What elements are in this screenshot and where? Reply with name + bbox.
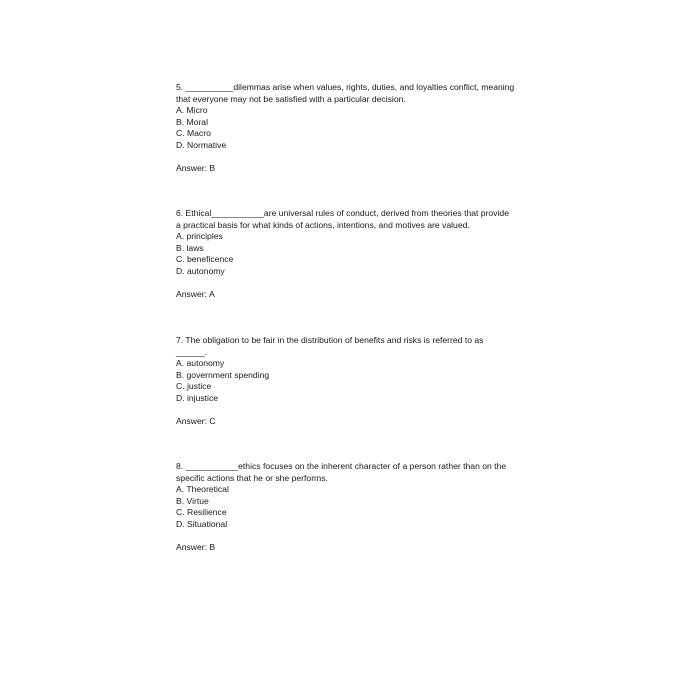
answer-text: Answer: A [176,288,215,299]
question-8 [176,461,546,553]
question-stem [176,208,546,231]
option-item: D. autonomy [176,265,225,276]
option-list [176,105,546,151]
option-item: D. Situational [176,518,228,529]
question-stem-line: 6. Ethical___________are universal rules of conduct, derived from theories that provide [176,208,509,218]
answer-text: Answer: B [176,162,216,173]
option-item: C. Macro [176,128,211,138]
option-item: A. Micro [176,105,208,115]
option-item: A. Theoretical [176,484,229,494]
question-stem [176,461,546,484]
answer-text: Answer: B [176,541,216,552]
question-stem-line: a practical basis for what kinds of actions, intentions, and motives are valued. [176,219,470,230]
question-stem [176,82,546,105]
option-item: B. laws [176,242,204,253]
question-5 [176,82,546,174]
option-item: A. principles [176,231,223,241]
option-item: D. Normative [176,139,227,150]
option-list [176,231,546,277]
option-item: C. Resilience [176,507,227,517]
option-item: B. Moral [176,116,208,127]
question-stem-line: 8. ___________ethics focuses on the inherent character of a person rather than on the [176,461,507,471]
question-stem-line: that everyone may not be satisfied with a particular decision. [176,93,406,104]
answer-text: Answer: C [176,415,216,426]
question-6 [176,208,546,300]
option-item: C. justice [176,381,212,391]
option-item: D. injustice [176,392,219,403]
question-stem-line: specific actions that he or she performs. [176,472,328,483]
option-list [176,358,546,404]
option-item: B. government spending [176,369,270,380]
option-item: C. beneficence [176,254,234,264]
question-stem [176,335,546,358]
question-stem-line: ______. [176,346,208,357]
option-item: A. autonomy [176,358,225,368]
question-stem-line: 5. __________dilemmas arise when values, rights, duties, and loyalties conflict, meaning [176,82,515,92]
question-7 [176,335,546,427]
question-stem-line: 7. The obligation to be fair in the distribution of benefits and risks is referred to as [176,335,484,345]
option-item: B. Virtue [176,495,209,506]
option-list [176,484,546,530]
